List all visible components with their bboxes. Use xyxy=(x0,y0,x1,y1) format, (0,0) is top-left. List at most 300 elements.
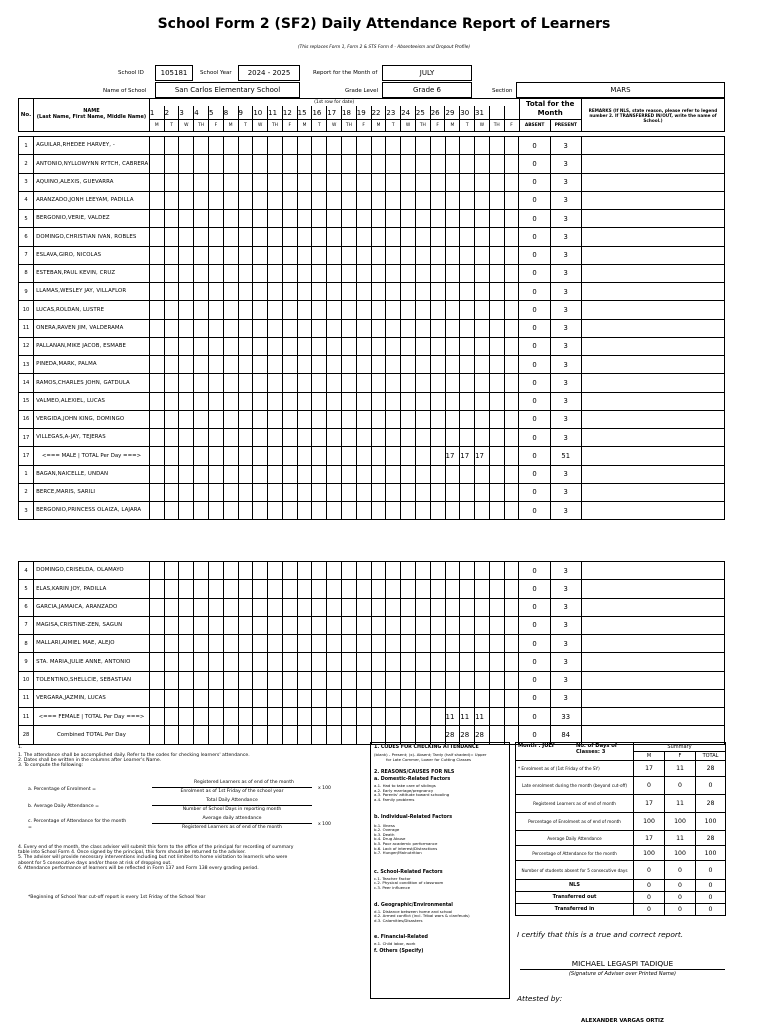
attendance-cell[interactable] xyxy=(268,502,283,520)
attendance-cell[interactable] xyxy=(164,598,179,616)
attendance-cell[interactable] xyxy=(312,246,327,264)
attendance-cell[interactable] xyxy=(489,155,504,173)
attendance-cell[interactable] xyxy=(179,283,194,301)
attendance-cell[interactable] xyxy=(164,616,179,634)
attendance-cell[interactable] xyxy=(460,562,475,580)
remarks-cell[interactable] xyxy=(581,447,724,465)
attendance-cell[interactable] xyxy=(149,708,164,726)
attendance-cell[interactable] xyxy=(489,671,504,689)
attendance-cell[interactable] xyxy=(179,392,194,410)
attendance-cell[interactable] xyxy=(253,392,268,410)
attendance-cell[interactable] xyxy=(371,374,386,392)
remarks-cell[interactable] xyxy=(581,173,724,191)
attendance-cell[interactable] xyxy=(223,708,238,726)
attendance-cell[interactable] xyxy=(149,264,164,282)
attendance-cell[interactable] xyxy=(327,264,342,282)
attendance-cell[interactable] xyxy=(504,465,519,483)
attendance-cell[interactable] xyxy=(475,598,490,616)
attendance-cell[interactable] xyxy=(268,653,283,671)
attendance-cell[interactable] xyxy=(209,356,224,374)
attendance-cell[interactable] xyxy=(209,562,224,580)
attendance-cell[interactable] xyxy=(282,392,297,410)
attendance-cell[interactable] xyxy=(504,191,519,209)
attendance-cell[interactable] xyxy=(253,562,268,580)
attendance-cell[interactable] xyxy=(386,228,401,246)
attendance-cell[interactable] xyxy=(401,562,416,580)
attendance-cell[interactable] xyxy=(268,301,283,319)
attendance-cell[interactable] xyxy=(504,410,519,428)
attendance-cell[interactable] xyxy=(415,465,430,483)
attendance-cell[interactable] xyxy=(460,671,475,689)
attendance-cell[interactable] xyxy=(297,410,312,428)
attendance-cell[interactable] xyxy=(312,337,327,355)
attendance-cell[interactable] xyxy=(253,191,268,209)
attendance-cell[interactable] xyxy=(297,301,312,319)
attendance-cell[interactable] xyxy=(194,708,209,726)
attendance-cell[interactable] xyxy=(297,429,312,447)
attendance-cell[interactable] xyxy=(223,283,238,301)
attendance-cell[interactable] xyxy=(460,580,475,598)
attendance-cell[interactable] xyxy=(356,708,371,726)
attendance-cell[interactable] xyxy=(179,447,194,465)
attendance-cell[interactable] xyxy=(312,173,327,191)
attendance-cell[interactable] xyxy=(401,708,416,726)
attendance-cell[interactable] xyxy=(194,319,209,337)
attendance-cell[interactable] xyxy=(149,356,164,374)
attendance-cell[interactable] xyxy=(415,301,430,319)
attendance-cell[interactable] xyxy=(179,155,194,173)
attendance-cell[interactable] xyxy=(253,137,268,155)
attendance-cell[interactable] xyxy=(475,410,490,428)
attendance-cell[interactable] xyxy=(238,155,253,173)
attendance-cell[interactable] xyxy=(489,502,504,520)
attendance-cell[interactable] xyxy=(401,319,416,337)
attendance-cell[interactable] xyxy=(327,562,342,580)
attendance-cell[interactable] xyxy=(504,429,519,447)
attendance-cell[interactable] xyxy=(504,155,519,173)
attendance-cell[interactable] xyxy=(253,283,268,301)
attendance-cell[interactable] xyxy=(282,410,297,428)
attendance-cell[interactable] xyxy=(268,283,283,301)
attendance-cell[interactable] xyxy=(223,155,238,173)
attendance-cell[interactable] xyxy=(342,356,357,374)
attendance-cell[interactable] xyxy=(504,708,519,726)
remarks-cell[interactable] xyxy=(581,337,724,355)
attendance-cell[interactable] xyxy=(430,283,445,301)
attendance-cell[interactable] xyxy=(223,301,238,319)
attendance-cell[interactable] xyxy=(209,337,224,355)
attendance-cell[interactable] xyxy=(401,374,416,392)
attendance-cell[interactable] xyxy=(415,653,430,671)
attendance-cell[interactable] xyxy=(386,191,401,209)
attendance-cell[interactable] xyxy=(475,502,490,520)
remarks-cell[interactable] xyxy=(581,283,724,301)
attendance-cell[interactable] xyxy=(223,689,238,707)
attendance-cell[interactable] xyxy=(489,356,504,374)
attendance-cell[interactable] xyxy=(342,191,357,209)
attendance-cell[interactable] xyxy=(149,210,164,228)
attendance-cell[interactable] xyxy=(445,301,460,319)
daily-total-cell[interactable]: 17 xyxy=(445,447,460,465)
attendance-cell[interactable] xyxy=(386,356,401,374)
attendance-cell[interactable] xyxy=(386,447,401,465)
attendance-cell[interactable] xyxy=(253,726,268,744)
attendance-cell[interactable] xyxy=(475,580,490,598)
attendance-cell[interactable] xyxy=(209,410,224,428)
attendance-cell[interactable] xyxy=(312,191,327,209)
attendance-cell[interactable] xyxy=(209,173,224,191)
attendance-cell[interactable] xyxy=(209,653,224,671)
attendance-cell[interactable] xyxy=(297,356,312,374)
attendance-cell[interactable] xyxy=(179,671,194,689)
attendance-cell[interactable] xyxy=(194,635,209,653)
attendance-cell[interactable] xyxy=(415,283,430,301)
attendance-cell[interactable] xyxy=(475,689,490,707)
attendance-cell[interactable] xyxy=(460,616,475,634)
attendance-cell[interactable] xyxy=(371,173,386,191)
attendance-cell[interactable] xyxy=(164,671,179,689)
attendance-cell[interactable] xyxy=(149,635,164,653)
attendance-cell[interactable] xyxy=(445,137,460,155)
attendance-cell[interactable] xyxy=(430,191,445,209)
remarks-cell[interactable] xyxy=(581,374,724,392)
attendance-cell[interactable] xyxy=(327,502,342,520)
attendance-cell[interactable] xyxy=(209,301,224,319)
attendance-cell[interactable] xyxy=(489,392,504,410)
attendance-cell[interactable] xyxy=(282,726,297,744)
attendance-cell[interactable] xyxy=(223,137,238,155)
attendance-cell[interactable] xyxy=(430,410,445,428)
attendance-cell[interactable] xyxy=(223,483,238,501)
attendance-cell[interactable] xyxy=(327,465,342,483)
daily-total-cell[interactable]: 11 xyxy=(475,708,490,726)
attendance-cell[interactable] xyxy=(415,173,430,191)
remarks-cell[interactable] xyxy=(581,392,724,410)
attendance-cell[interactable] xyxy=(312,429,327,447)
attendance-cell[interactable] xyxy=(430,392,445,410)
attendance-cell[interactable] xyxy=(268,319,283,337)
attendance-cell[interactable] xyxy=(268,410,283,428)
attendance-cell[interactable] xyxy=(238,671,253,689)
attendance-cell[interactable] xyxy=(430,447,445,465)
attendance-cell[interactable] xyxy=(460,228,475,246)
attendance-cell[interactable] xyxy=(445,671,460,689)
attendance-cell[interactable] xyxy=(504,210,519,228)
attendance-cell[interactable] xyxy=(356,483,371,501)
attendance-cell[interactable] xyxy=(179,429,194,447)
attendance-cell[interactable] xyxy=(253,228,268,246)
attendance-cell[interactable] xyxy=(356,264,371,282)
attendance-cell[interactable] xyxy=(401,580,416,598)
attendance-cell[interactable] xyxy=(194,598,209,616)
attendance-cell[interactable] xyxy=(371,356,386,374)
attendance-cell[interactable] xyxy=(327,580,342,598)
attendance-cell[interactable] xyxy=(179,483,194,501)
attendance-cell[interactable] xyxy=(327,356,342,374)
attendance-cell[interactable] xyxy=(179,137,194,155)
attendance-cell[interactable] xyxy=(356,465,371,483)
attendance-cell[interactable] xyxy=(238,392,253,410)
attendance-cell[interactable] xyxy=(312,155,327,173)
attendance-cell[interactable] xyxy=(460,191,475,209)
attendance-cell[interactable] xyxy=(312,447,327,465)
attendance-cell[interactable] xyxy=(312,689,327,707)
attendance-cell[interactable] xyxy=(356,191,371,209)
attendance-cell[interactable] xyxy=(415,337,430,355)
attendance-cell[interactable] xyxy=(327,616,342,634)
attendance-cell[interactable] xyxy=(430,429,445,447)
attendance-cell[interactable] xyxy=(223,392,238,410)
attendance-cell[interactable] xyxy=(371,319,386,337)
attendance-cell[interactable] xyxy=(401,155,416,173)
attendance-cell[interactable] xyxy=(342,283,357,301)
attendance-cell[interactable] xyxy=(209,580,224,598)
attendance-cell[interactable] xyxy=(149,246,164,264)
attendance-cell[interactable] xyxy=(342,562,357,580)
attendance-cell[interactable] xyxy=(460,502,475,520)
attendance-cell[interactable] xyxy=(356,155,371,173)
attendance-cell[interactable] xyxy=(297,689,312,707)
attendance-cell[interactable] xyxy=(312,653,327,671)
attendance-cell[interactable] xyxy=(401,502,416,520)
attendance-cell[interactable] xyxy=(268,483,283,501)
attendance-cell[interactable] xyxy=(297,653,312,671)
remarks-cell[interactable] xyxy=(581,137,724,155)
attendance-cell[interactable] xyxy=(223,374,238,392)
attendance-cell[interactable] xyxy=(149,616,164,634)
attendance-cell[interactable] xyxy=(223,410,238,428)
attendance-cell[interactable] xyxy=(164,635,179,653)
attendance-cell[interactable] xyxy=(253,689,268,707)
remarks-cell[interactable] xyxy=(581,410,724,428)
attendance-cell[interactable] xyxy=(238,283,253,301)
attendance-cell[interactable] xyxy=(386,580,401,598)
remarks-cell[interactable] xyxy=(581,653,724,671)
grade-field[interactable]: Grade 6 xyxy=(382,82,472,98)
attendance-cell[interactable] xyxy=(401,283,416,301)
remarks-cell[interactable] xyxy=(581,708,724,726)
attendance-cell[interactable] xyxy=(489,483,504,501)
attendance-cell[interactable] xyxy=(504,616,519,634)
attendance-cell[interactable] xyxy=(149,671,164,689)
attendance-cell[interactable] xyxy=(342,264,357,282)
attendance-cell[interactable] xyxy=(371,191,386,209)
attendance-cell[interactable] xyxy=(223,580,238,598)
attendance-cell[interactable] xyxy=(297,483,312,501)
daily-total-cell[interactable]: 11 xyxy=(460,708,475,726)
attendance-cell[interactable] xyxy=(253,598,268,616)
attendance-cell[interactable] xyxy=(415,356,430,374)
attendance-cell[interactable] xyxy=(401,616,416,634)
attendance-cell[interactable] xyxy=(209,671,224,689)
remarks-cell[interactable] xyxy=(581,319,724,337)
attendance-cell[interactable] xyxy=(297,708,312,726)
attendance-cell[interactable] xyxy=(342,726,357,744)
attendance-cell[interactable] xyxy=(179,374,194,392)
attendance-cell[interactable] xyxy=(194,155,209,173)
attendance-cell[interactable] xyxy=(253,301,268,319)
attendance-cell[interactable] xyxy=(209,374,224,392)
attendance-cell[interactable] xyxy=(297,616,312,634)
attendance-cell[interactable] xyxy=(504,264,519,282)
attendance-cell[interactable] xyxy=(297,465,312,483)
attendance-cell[interactable] xyxy=(282,283,297,301)
attendance-cell[interactable] xyxy=(356,447,371,465)
attendance-cell[interactable] xyxy=(371,708,386,726)
attendance-cell[interactable] xyxy=(475,283,490,301)
attendance-cell[interactable] xyxy=(386,264,401,282)
attendance-cell[interactable] xyxy=(194,502,209,520)
daily-total-cell[interactable]: 28 xyxy=(460,726,475,744)
attendance-cell[interactable] xyxy=(223,210,238,228)
attendance-cell[interactable] xyxy=(504,671,519,689)
attendance-cell[interactable] xyxy=(268,580,283,598)
attendance-cell[interactable] xyxy=(194,410,209,428)
attendance-cell[interactable] xyxy=(179,689,194,707)
remarks-cell[interactable] xyxy=(581,562,724,580)
attendance-cell[interactable] xyxy=(386,429,401,447)
attendance-cell[interactable] xyxy=(238,374,253,392)
attendance-cell[interactable] xyxy=(356,319,371,337)
remarks-cell[interactable] xyxy=(581,616,724,634)
attendance-cell[interactable] xyxy=(297,283,312,301)
section-field[interactable]: MARS xyxy=(516,82,725,98)
attendance-cell[interactable] xyxy=(194,246,209,264)
attendance-cell[interactable] xyxy=(386,283,401,301)
attendance-cell[interactable] xyxy=(282,483,297,501)
attendance-cell[interactable] xyxy=(149,173,164,191)
attendance-cell[interactable] xyxy=(149,689,164,707)
attendance-cell[interactable] xyxy=(445,635,460,653)
attendance-cell[interactable] xyxy=(282,689,297,707)
attendance-cell[interactable] xyxy=(209,392,224,410)
attendance-cell[interactable] xyxy=(371,616,386,634)
attendance-cell[interactable] xyxy=(238,173,253,191)
attendance-cell[interactable] xyxy=(282,374,297,392)
attendance-cell[interactable] xyxy=(194,562,209,580)
attendance-cell[interactable] xyxy=(282,356,297,374)
attendance-cell[interactable] xyxy=(504,635,519,653)
attendance-cell[interactable] xyxy=(371,337,386,355)
attendance-cell[interactable] xyxy=(149,155,164,173)
attendance-cell[interactable] xyxy=(179,502,194,520)
attendance-cell[interactable] xyxy=(475,337,490,355)
attendance-cell[interactable] xyxy=(297,502,312,520)
attendance-cell[interactable] xyxy=(282,173,297,191)
attendance-cell[interactable] xyxy=(475,562,490,580)
attendance-cell[interactable] xyxy=(282,137,297,155)
attendance-cell[interactable] xyxy=(489,447,504,465)
attendance-cell[interactable] xyxy=(386,319,401,337)
attendance-cell[interactable] xyxy=(268,246,283,264)
attendance-cell[interactable] xyxy=(209,319,224,337)
attendance-cell[interactable] xyxy=(342,155,357,173)
attendance-cell[interactable] xyxy=(445,689,460,707)
attendance-cell[interactable] xyxy=(356,137,371,155)
attendance-cell[interactable] xyxy=(164,708,179,726)
attendance-cell[interactable] xyxy=(238,264,253,282)
attendance-cell[interactable] xyxy=(415,155,430,173)
attendance-cell[interactable] xyxy=(194,689,209,707)
attendance-cell[interactable] xyxy=(312,598,327,616)
attendance-cell[interactable] xyxy=(209,429,224,447)
attendance-cell[interactable] xyxy=(238,635,253,653)
attendance-cell[interactable] xyxy=(356,301,371,319)
attendance-cell[interactable] xyxy=(253,410,268,428)
attendance-cell[interactable] xyxy=(282,653,297,671)
attendance-cell[interactable] xyxy=(430,689,445,707)
attendance-cell[interactable] xyxy=(209,726,224,744)
attendance-cell[interactable] xyxy=(327,392,342,410)
attendance-cell[interactable] xyxy=(430,502,445,520)
attendance-cell[interactable] xyxy=(268,562,283,580)
attendance-cell[interactable] xyxy=(342,228,357,246)
attendance-cell[interactable] xyxy=(489,580,504,598)
attendance-cell[interactable] xyxy=(253,173,268,191)
attendance-cell[interactable] xyxy=(268,671,283,689)
attendance-cell[interactable] xyxy=(504,580,519,598)
attendance-cell[interactable] xyxy=(194,447,209,465)
attendance-cell[interactable] xyxy=(179,356,194,374)
attendance-cell[interactable] xyxy=(164,228,179,246)
attendance-cell[interactable] xyxy=(282,635,297,653)
remarks-cell[interactable] xyxy=(581,155,724,173)
attendance-cell[interactable] xyxy=(445,356,460,374)
attendance-cell[interactable] xyxy=(342,137,357,155)
attendance-cell[interactable] xyxy=(179,337,194,355)
attendance-cell[interactable] xyxy=(238,410,253,428)
attendance-cell[interactable] xyxy=(282,502,297,520)
school-name-field[interactable]: San Carlos Elementary School xyxy=(155,82,300,98)
attendance-cell[interactable] xyxy=(504,392,519,410)
attendance-cell[interactable] xyxy=(342,173,357,191)
attendance-cell[interactable] xyxy=(356,635,371,653)
attendance-cell[interactable] xyxy=(253,502,268,520)
attendance-cell[interactable] xyxy=(297,137,312,155)
attendance-cell[interactable] xyxy=(327,447,342,465)
attendance-cell[interactable] xyxy=(312,264,327,282)
attendance-cell[interactable] xyxy=(253,374,268,392)
attendance-cell[interactable] xyxy=(401,447,416,465)
attendance-cell[interactable] xyxy=(194,392,209,410)
attendance-cell[interactable] xyxy=(342,502,357,520)
attendance-cell[interactable] xyxy=(327,191,342,209)
attendance-cell[interactable] xyxy=(179,264,194,282)
attendance-cell[interactable] xyxy=(342,410,357,428)
attendance-cell[interactable] xyxy=(253,210,268,228)
attendance-cell[interactable] xyxy=(460,264,475,282)
attendance-cell[interactable] xyxy=(297,228,312,246)
attendance-cell[interactable] xyxy=(475,155,490,173)
attendance-cell[interactable] xyxy=(282,598,297,616)
remarks-cell[interactable] xyxy=(581,228,724,246)
attendance-cell[interactable] xyxy=(238,580,253,598)
attendance-cell[interactable] xyxy=(342,210,357,228)
attendance-cell[interactable] xyxy=(401,653,416,671)
attendance-cell[interactable] xyxy=(504,246,519,264)
attendance-cell[interactable] xyxy=(297,598,312,616)
remarks-cell[interactable] xyxy=(581,635,724,653)
attendance-cell[interactable] xyxy=(282,228,297,246)
attendance-cell[interactable] xyxy=(489,191,504,209)
attendance-cell[interactable] xyxy=(209,616,224,634)
attendance-cell[interactable] xyxy=(504,337,519,355)
attendance-cell[interactable] xyxy=(445,598,460,616)
attendance-cell[interactable] xyxy=(430,671,445,689)
attendance-cell[interactable] xyxy=(164,374,179,392)
daily-total-cell[interactable]: 28 xyxy=(445,726,460,744)
attendance-cell[interactable] xyxy=(253,635,268,653)
